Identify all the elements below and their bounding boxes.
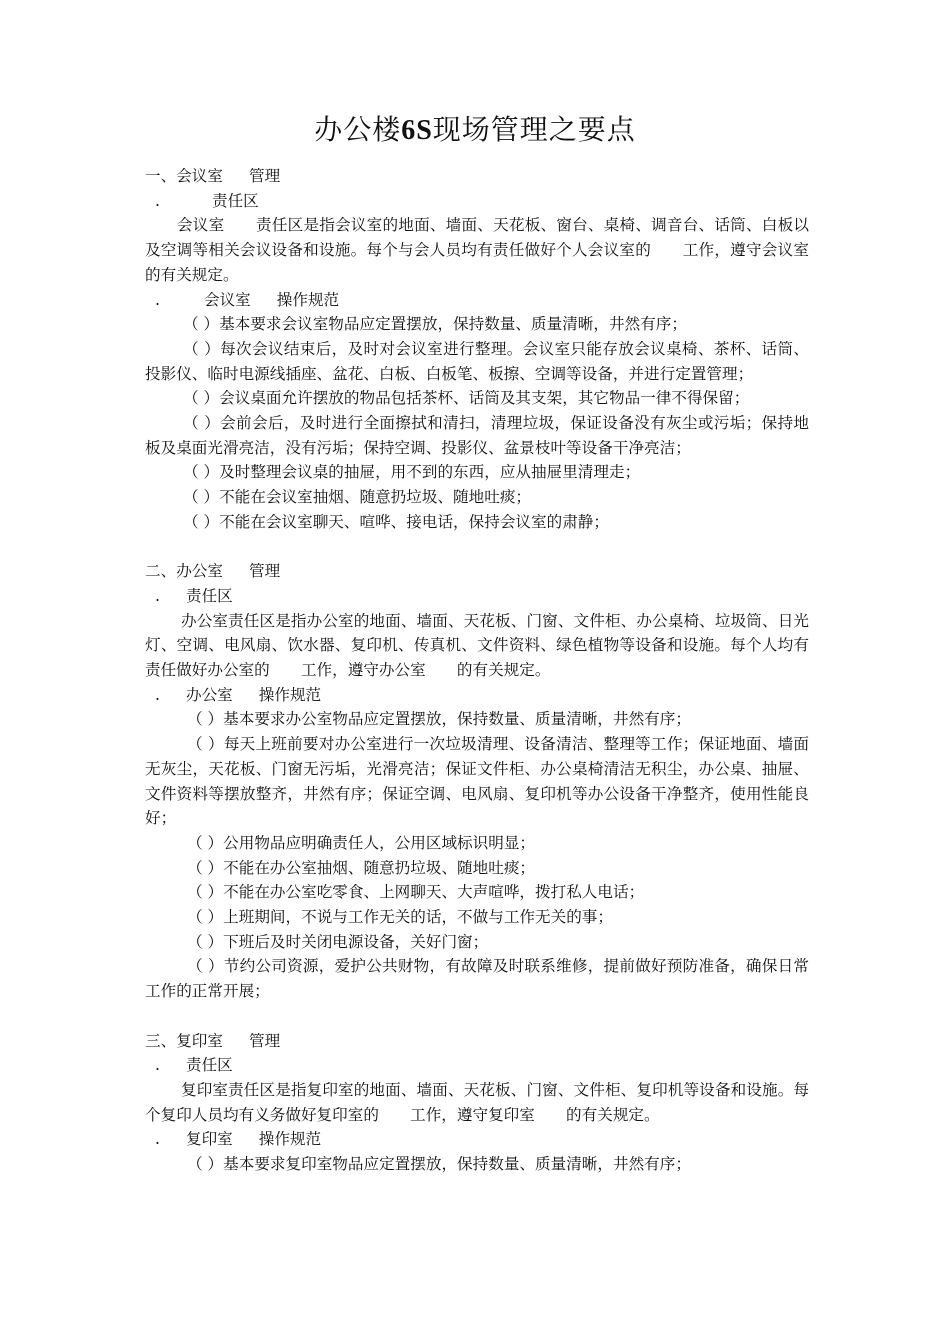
document-title — [0, 112, 950, 149]
list-item: （ ）每天上班前要对办公室进行一次垃圾清理、设备清洁、整理等工作；保证地面、墙面无灰尘，天花板、门窗无污垢，光滑亮洁；保证文件柜、办公桌椅清洁无积尘，办公桌、抽屉、文件资料等摆放整齐，井然有序；保证空调、电风扇、复印机等办公设备干净整齐，使用性能良好； — [145, 735, 809, 828]
section-heading: 三、复印室 管理 — [145, 1031, 281, 1050]
list-item: （ ）不能在办公室抽烟、随意扔垃圾、随地吐痰； — [187, 858, 536, 877]
spacer — [145, 1004, 809, 1029]
title-suffix: 现场管理之要点 — [432, 113, 636, 146]
subsection-heading: . 责任区 — [155, 586, 233, 605]
section-meeting-room — [145, 164, 841, 535]
list-item: （ ）基本要求复印室物品应定置摆放，保持数量、质量清晰，井然有序； — [187, 1155, 691, 1174]
subsection-heading: . 复印室 操作规范 — [155, 1130, 322, 1149]
list-item: （ ）上班期间，不说与工作无关的话，不做与工作无关的事； — [187, 908, 613, 927]
list-item: （ ）不能在会议室聊天、喧哗、接电话，保持会议室的肃静； — [183, 512, 609, 531]
subsection-heading: . 会议室 操作规范 — [155, 290, 340, 309]
section-heading: 二、办公室 管理 — [145, 562, 281, 581]
list-item: （ ）不能在办公室吃零食、上网聊天、大声喧哗，拨打私人电话； — [187, 883, 645, 902]
paragraph: 办公室责任区是指办公室的地面、墙面、天花板、门窗、文件柜、办公桌椅、垃圾筒、日光灯、空调、电风扇、饮水器、复印机、传真机、文件资料、绿色植物等设备和设施。每个人均有责任做好办公室的 工作，遵守办公室 的有关规定。 — [145, 611, 809, 680]
list-item: （ ）下班后及时关闭电源设备，关好门窗； — [187, 932, 489, 951]
list-item: （ ）会议桌面允许摆放的物品包括茶杯、话筒及其支架，其它物品一律不得保留； — [183, 389, 750, 408]
list-item: （ ）会前会后，及时进行全面擦拭和清扫，清理垃圾，保证设备没有灰尘或污垢；保持地板及桌面光滑亮洁，没有污垢；保持空调、投影仪、盆景枝叶等设备干净亮洁； — [145, 414, 809, 457]
list-item: （ ）及时整理会议桌的抽屉，用不到的东西，应从抽屉里清理走； — [183, 463, 641, 482]
subsection-heading: . 办公室 操作规范 — [155, 685, 322, 704]
list-item: （ ）公用物品应明确责任人，公用区域标识明显； — [187, 833, 536, 852]
subsection-heading: . 责任区 — [155, 1056, 233, 1075]
list-item: （ ）不能在会议室抽烟、随意扔垃圾、随地吐痰； — [183, 488, 532, 507]
section-office — [145, 559, 809, 1004]
list-item: （ ）基本要求会议室物品应定置摆放，保持数量、质量清晰，井然有序； — [183, 315, 687, 334]
list-item: （ ）基本要求办公室物品应定置摆放，保持数量、质量清晰，井然有序； — [187, 710, 691, 729]
subsection-heading: . 责任区 — [155, 191, 259, 210]
section-heading: 一、会议室 管理 — [145, 167, 281, 185]
list-item: （ ）每次会议结束后，及时对会议室进行整理。会议室只能存放会议桌椅、茶杯、话筒、投影仪、临时电源线插座、盆花、白板、白板笔、板擦、空调等设备，并进行定置管理； — [145, 339, 809, 383]
spacer — [145, 535, 809, 560]
paragraph: 会议室 责任区是指会议室的地面、墙面、天花板、窗台、桌椅、调音台、话筒、白板以及空调等相关会议设备和设施。每个与会人员均有责任做好个人会议室的 工作，遵守会议室 的有关规定。 — [145, 216, 841, 284]
list-item: （ ）节约公司资源，爱护公共财物，有故障及时联系维修，提前做好预防准备，确保日常工作的正常开展； — [145, 957, 809, 1001]
section-copy-room — [145, 1029, 809, 1177]
paragraph: 复印室责任区是指复印室的地面、墙面、天花板、门窗、文件柜、复印机等设备和设施。每个复印人员均有义务做好复印室的 工作，遵守复印室 的有关规定。 — [145, 1080, 809, 1124]
document-body — [145, 164, 841, 1177]
title-prefix: 办公楼 — [314, 113, 402, 146]
title-bold: 6S — [401, 115, 433, 146]
